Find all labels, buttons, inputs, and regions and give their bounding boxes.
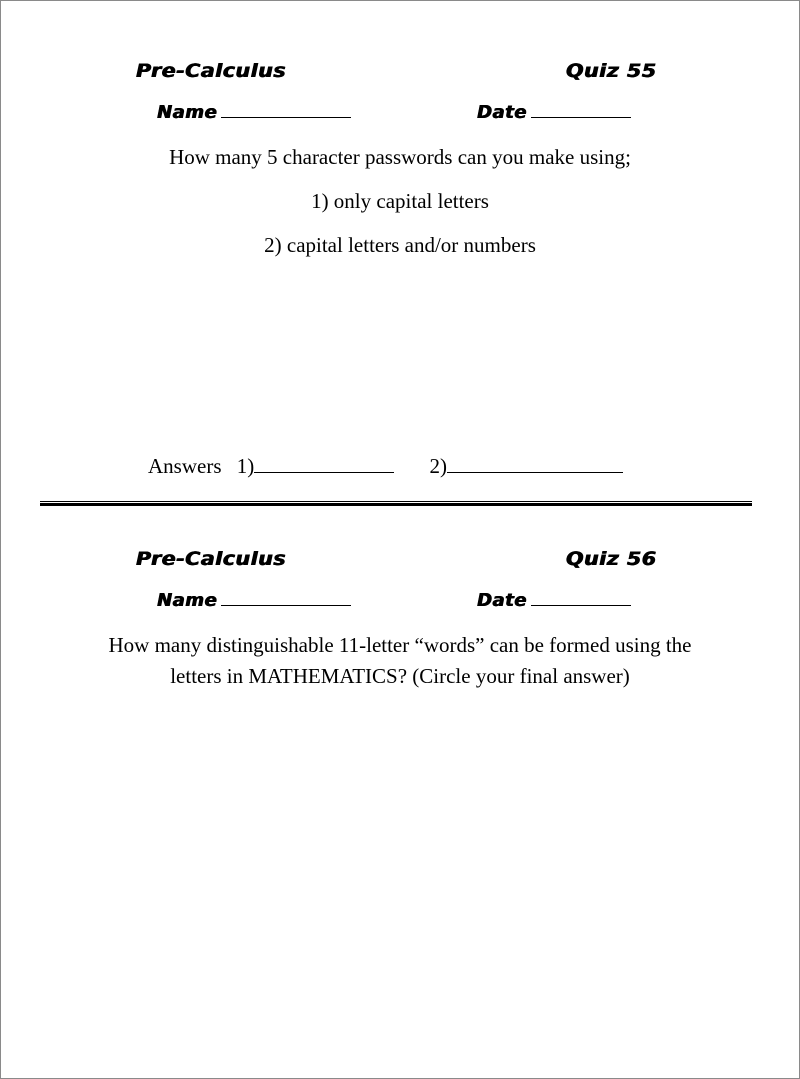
name-blank[interactable] [221,604,351,606]
question-line-2: letters in MATHEMATICS? (Circle your final answer) [170,664,630,688]
name-label: Name [157,102,218,123]
date-field[interactable] [477,102,631,123]
date-field[interactable] [477,590,631,611]
section-divider [40,501,752,506]
quiz-number: Quiz 55 [566,60,657,82]
answer-1-blank[interactable] [254,471,394,473]
question-part-1: 1) only capital letters [311,189,489,213]
name-label: Name [157,590,218,611]
answers-label: Answers [148,454,222,478]
question-part-2: 2) capital letters and/or numbers [264,233,536,257]
course-title: Pre-Calculus [136,548,287,570]
question-line-1: How many distinguishable 11-letter “words” can be formed using the [108,633,692,657]
question-text: How many 5 character passwords can you make using; [169,145,631,169]
name-field[interactable] [157,102,351,123]
name-field[interactable] [157,590,351,611]
date-label: Date [477,102,527,123]
course-title: Pre-Calculus [136,60,287,82]
date-blank[interactable] [531,116,631,118]
answer-1-label: 1) [236,454,255,478]
answer-2-blank[interactable] [447,471,623,473]
question-text [0,630,800,692]
name-blank[interactable] [221,116,351,118]
quiz-number: Quiz 56 [566,548,657,570]
answer-2-label: 2) [429,454,447,478]
date-blank[interactable] [531,604,631,606]
date-label: Date [477,590,527,611]
answers-row [148,454,623,479]
